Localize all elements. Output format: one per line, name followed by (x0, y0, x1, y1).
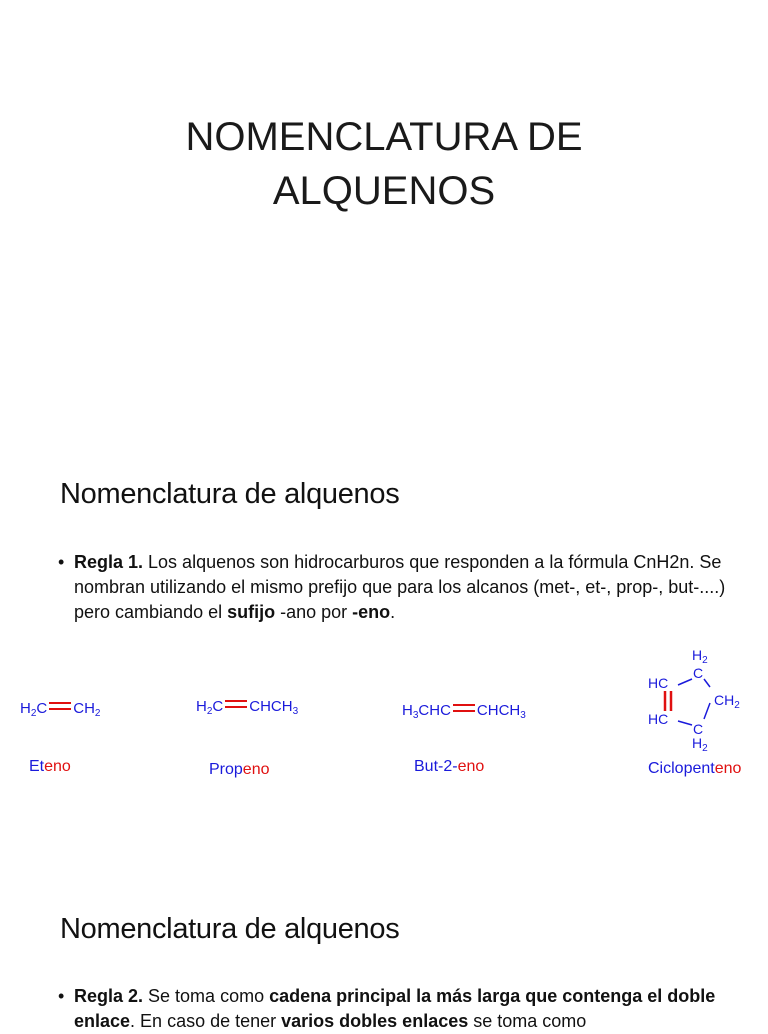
rule-bold-sufijo: sufijo (227, 602, 276, 622)
ciclopenteno-structure (640, 645, 760, 755)
rule-text: se toma como (468, 1011, 587, 1031)
title-line-1: NOMENCLATURA DE (185, 115, 583, 159)
slide-title (0, 110, 768, 218)
double-bond-icon (453, 704, 475, 712)
ring-hc-2: HC (648, 711, 669, 727)
section-heading: Nomenclatura de alquenos (60, 478, 400, 510)
ciclopenteno-name: Ciclopenteno (648, 760, 742, 777)
rule-text: -ano por (275, 602, 353, 622)
rule-text: Los alquenos son hidrocarburos que responden a la fórmula CnH2n. Se nombran utilizando el mismo prefijo que para los alcanos (met-, et-, prop-, but-....) pero cambiando el (74, 552, 726, 622)
rule-bold-eno: -eno (352, 602, 391, 622)
bullet-icon: • (58, 552, 65, 572)
eteno-name: Eteno (29, 758, 71, 775)
ring-ch2: $CH_2$ (714, 692, 740, 711)
title-line-2: ALQUENOS (272, 169, 496, 213)
ring-hc-1: HC (648, 675, 669, 691)
ring-c-top: C (693, 665, 704, 681)
ring-h2-bottom: $H_2$ (692, 735, 708, 754)
double-bond-icon (225, 700, 247, 708)
eteno-formula: $H_2C$ $CH_2$ (20, 700, 101, 719)
rule-text: Se toma como (143, 986, 270, 1006)
but2eno-name: But-2-eno (414, 758, 485, 775)
ring-h2-top: $H_2$ (692, 647, 708, 666)
propeno-formula: $H_2C$ $CHCH_3$ (196, 698, 299, 717)
ring-c-bottom: C (693, 721, 704, 737)
rule-label: Regla 2. (74, 986, 144, 1006)
bullet-icon: • (58, 986, 65, 1006)
rule-2-paragraph (58, 984, 734, 1034)
rule-bold-varios: varios dobles enlaces (281, 1011, 469, 1031)
rule-1-paragraph (58, 550, 734, 625)
propeno-name: Propeno (209, 761, 270, 778)
rule-label: Regla 1. (74, 552, 144, 572)
rule-bold-cadena: cadena principal la más larga que contenga el doble enlace (74, 986, 716, 1031)
but2eno-formula: $H_3CHC$ $CHCH_3$ (402, 702, 526, 721)
section-heading-2: Nomenclatura de alquenos (60, 913, 400, 945)
rule-text: . En caso de tener (130, 1011, 282, 1031)
rule-text: . (390, 602, 396, 622)
double-bond-icon (49, 702, 71, 710)
